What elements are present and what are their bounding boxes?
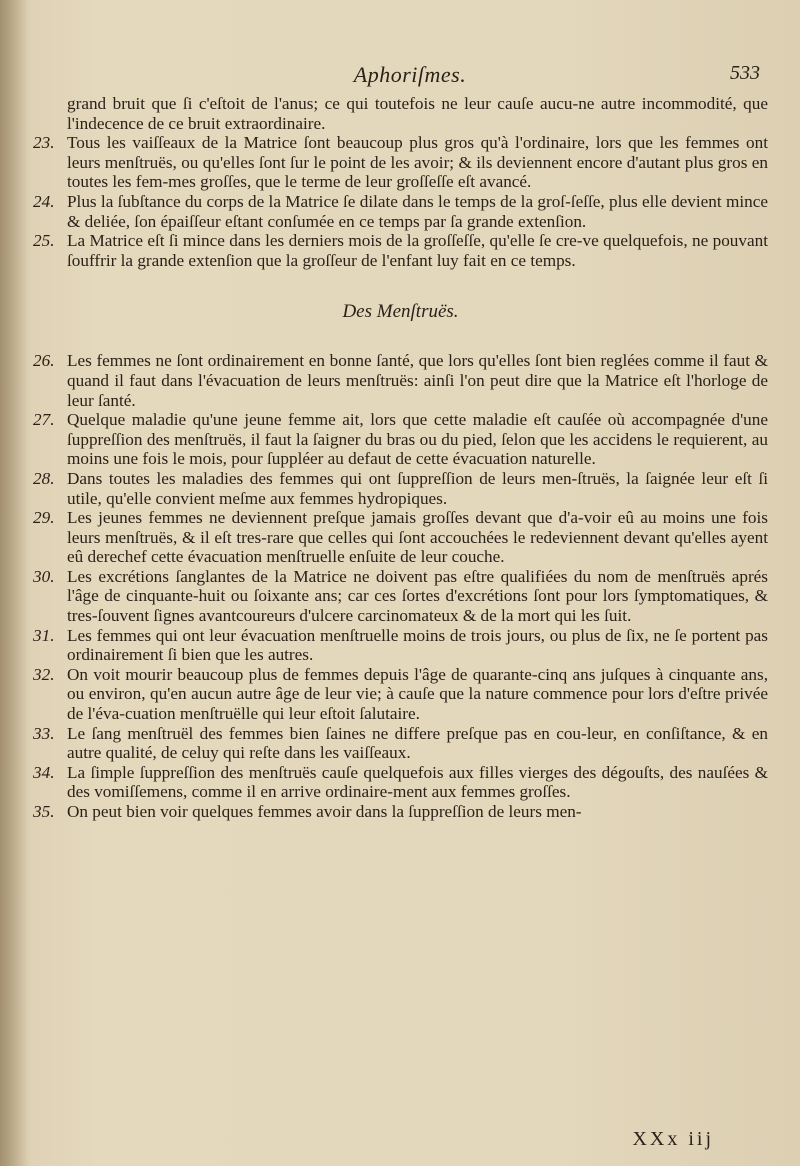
aphorism <box>33 567 768 626</box>
aphorism <box>33 724 768 763</box>
body-text <box>33 94 768 822</box>
aphorism-text: Tous les vaiſſeaux de la Matrice ſont beaucoup plus gros qu'à l'ordinaire, lors que les femmes ont leurs menſtruës, ou qu'elles ſont ſur le point de les avoir; & ils deviennent encore d'autant plus gros en toutes les fem-mes groſſes, que le terme de leur groſſeſſe eſt avancé. <box>67 133 768 192</box>
aphorism <box>33 351 768 410</box>
section-title: Des Menſtruës. <box>342 301 459 323</box>
binding-shadow <box>0 0 28 1166</box>
aphorism-number: 34. <box>33 762 55 782</box>
aphorism <box>33 665 768 724</box>
aphorism <box>33 231 768 270</box>
aphorism-number: 23. <box>33 133 55 153</box>
aphorism-number: 30. <box>33 566 55 586</box>
aphorism-number: 33. <box>33 723 55 743</box>
aphorism <box>33 802 768 822</box>
aphorism-text: La Matrice eſt ſi mince dans les derniers mois de la groſſeſſe, qu'elle ſe cre-ve quelquefois, ne pouvant ſouffrir la grande extenſion que la groſſeur de l'enfant luy fait en ce temps. <box>67 231 768 270</box>
aphorism-number: 35. <box>33 802 55 821</box>
continued-paragraph: grand bruit que ſi c'eſtoit de l'anus; ce qui toutefois ne leur cauſe aucu-ne autre incommodité, que l'indecence de ce bruit extraordinaire. <box>67 94 768 133</box>
aphorism-number: 24. <box>33 191 55 211</box>
aphorism-number: 29. <box>33 508 55 528</box>
signature-mark: XXx iij <box>632 1128 714 1150</box>
aphorism <box>33 192 768 231</box>
aphorism-number: 32. <box>33 664 55 684</box>
aphorism-text: On peut bien voir quelques femmes avoir dans la ſuppreſſion de leurs men- <box>67 802 582 821</box>
aphorism-text: Quelque maladie qu'une jeune femme ait, lors que cette maladie eſt cauſée où accompagnée d'une ſuppreſſion des menſtruës, il faut la ſaigner du bras ou du pied, ſelon que les accidens le requierent, au moins une fois le mois, pour ſuppléer au defaut de cette évacuation naturelle. <box>67 410 768 469</box>
aphorism <box>33 763 768 802</box>
aphorism <box>33 133 768 192</box>
aphorism-text: Les femmes ne ſont ordinairement en bonne ſanté, que lors qu'elles ſont bien reglées comme il faut & quand il faut dans l'évacuation de leurs menſtruës: ainſi l'on peut dire que la Matrice eſt l'horloge de leur ſanté. <box>67 351 768 410</box>
aphorism-number: 27. <box>33 410 55 430</box>
aphorism-text: La ſimple ſuppreſſion des menſtruës cauſe quelquefois aux filles vierges des dégouſts, des nauſées & des vomiſſemens, comme il en arrive ordinaire-ment aux femmes groſſes. <box>67 762 768 802</box>
aphorism <box>33 508 768 567</box>
aphorism-text: Les femmes qui ont leur évacuation menſtruelle moins de trois jours, ou plus de ſix, ne ſe portent pas ordinairement ſi bien que les autres. <box>67 625 768 665</box>
aphorism-list-pregnancy <box>33 133 768 270</box>
aphorism-text: Les excrétions ſanglantes de la Matrice ne doivent pas eſtre qualifiées du nom de menſtruës aprés l'âge de cinquante-huit ou ſoixante ans; car ces ſortes d'excrétions ſont pour lors ſymptomatiques, & tres-ſouvent ſignes avantcoureurs d'ulcere carcinomateux & de la mort qui les ſuit. <box>67 566 768 626</box>
aphorism-number: 26. <box>33 351 55 371</box>
page-number: 533 <box>730 62 760 84</box>
page-header <box>60 62 760 94</box>
aphorism-number: 31. <box>33 625 55 645</box>
aphorism <box>33 469 768 508</box>
aphorism-text: Les jeunes femmes ne deviennent preſque jamais groſſes devant que d'a-voir eû au moins une fois leurs menſtruës, & il eſt tres-rare que celles qui ſont accouchées le redeviennent devant qu'elles ayent eû derechef cette évacuation menſtruelle enſuite de leur couche. <box>67 508 768 567</box>
aphorism-text: Plus la ſubſtance du corps de la Matrice ſe dilate dans le temps de la groſ-ſeſſe, plus elle devient mince & deliée, ſon épaiſſeur eſtant conſumée en ce temps par ſa grande extenſion. <box>67 191 768 231</box>
aphorism-list-menses <box>33 351 768 821</box>
aphorism-text: Le ſang menſtruël des femmes bien ſaines ne differe preſque pas en cou-leur, en conſiſtance, & en autre qualité, de celuy qui reſte dans les vaiſſeaux. <box>67 723 768 763</box>
aphorism-number: 28. <box>33 468 55 488</box>
aphorism-text: Dans toutes les maladies des femmes qui ont ſuppreſſion de leurs men-ſtruës, la ſaignée leur eſt ſi utile, qu'elle convient meſme aux femmes hydropiques. <box>67 468 768 508</box>
aphorism-text: On voit mourir beaucoup plus de femmes depuis l'âge de quarante-cinq ans juſques à cinquante ans, ou environ, qu'en aucun autre âge de leur vie; à cauſe que la nature commence pour lors d'eſtre privée de l'éva-cuation menſtruëlle qui leur eſtoit ſalutaire. <box>67 664 768 724</box>
aphorism <box>33 626 768 665</box>
aphorism <box>33 410 768 469</box>
aphorism-number: 25. <box>33 231 55 251</box>
running-title: Aphoriſmes. <box>353 62 467 87</box>
